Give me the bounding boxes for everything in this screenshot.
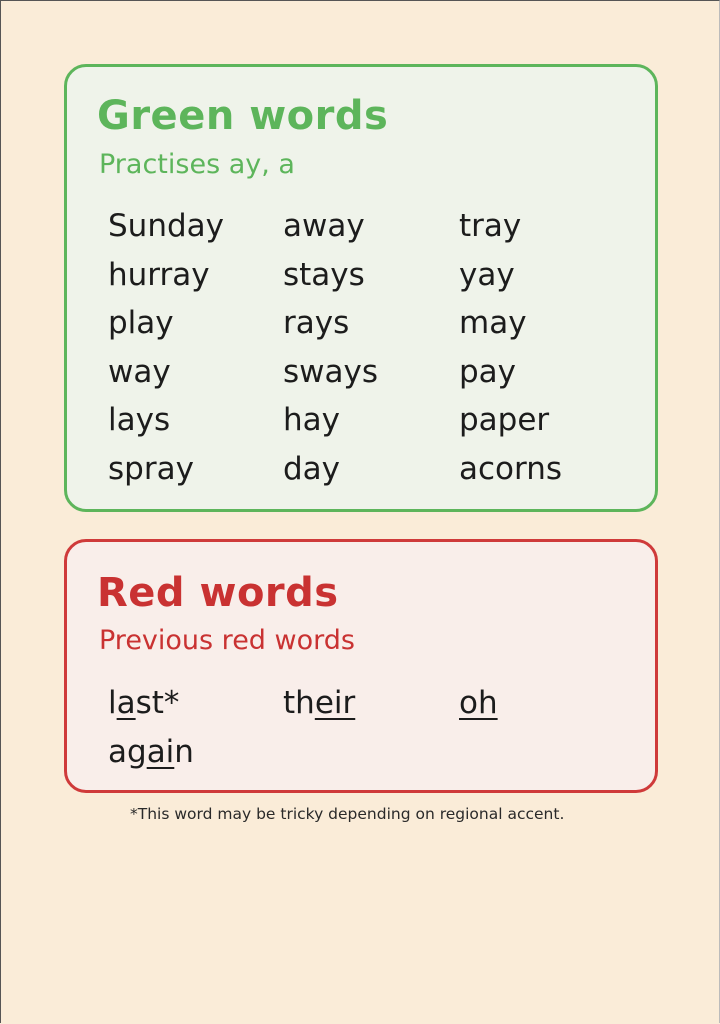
green-word: paper: [459, 402, 550, 438]
footnote: *This word may be tricky depending on regional accent.: [130, 805, 565, 823]
underlined-grapheme: a: [116, 685, 136, 721]
green-word: Sunday: [108, 208, 224, 244]
red-words-card: [64, 539, 658, 793]
green-word: spray: [108, 450, 194, 487]
green-word: stays: [283, 256, 365, 293]
green-word: yay: [459, 256, 515, 293]
red-word: [108, 729, 283, 778]
green-word: may: [459, 305, 527, 341]
green-word: day: [283, 450, 341, 487]
word-part: th: [283, 685, 315, 721]
word-part: l: [108, 685, 117, 721]
green-words-subtitle: Practises ay, a: [99, 149, 295, 180]
green-word: lays: [108, 402, 171, 438]
green-word: away: [283, 208, 365, 244]
word-part: n: [174, 734, 194, 770]
red-words-title: Red words: [97, 570, 339, 616]
green-word: way: [108, 353, 171, 390]
underlined-grapheme: ai: [146, 734, 175, 770]
red-word: [459, 680, 609, 729]
green-word: acorns: [459, 450, 563, 487]
green-word: play: [108, 305, 174, 341]
green-word: sways: [283, 353, 378, 390]
red-words-subtitle: Previous red words: [99, 625, 355, 656]
green-word: pay: [459, 353, 517, 390]
red-word-list: [108, 680, 609, 778]
green-word-list: [108, 203, 609, 494]
green-words-card: [64, 64, 658, 512]
word-part: st*: [135, 685, 180, 721]
green-word: tray: [459, 208, 522, 244]
red-word: [283, 680, 459, 729]
green-word: rays: [283, 305, 350, 341]
red-word: [108, 680, 283, 729]
word-part: ag: [108, 734, 147, 770]
green-word: hurray: [108, 256, 210, 293]
green-words-title: Green words: [97, 93, 389, 139]
underlined-grapheme: oh: [459, 685, 498, 721]
underlined-grapheme: eir: [314, 685, 356, 721]
green-word: hay: [283, 402, 340, 438]
